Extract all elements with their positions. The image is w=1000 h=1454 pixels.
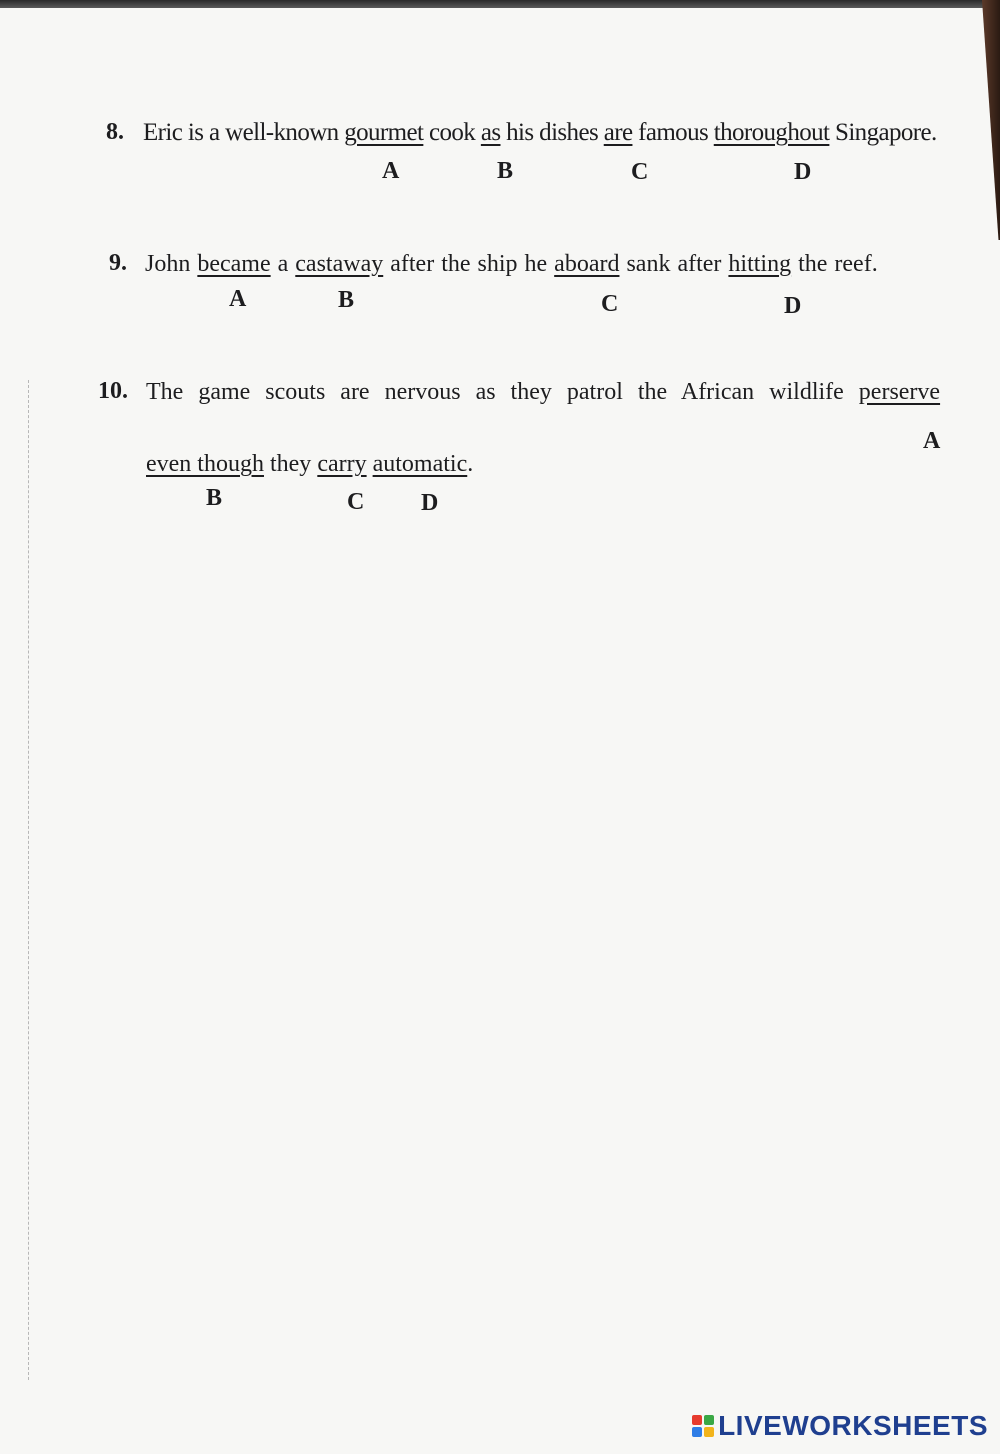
question-sentence-line-2: even though they carry automatic. [146,451,474,477]
liveworksheets-logo[interactable] [692,1410,988,1442]
option-label-a: A [382,158,400,184]
page-top-edge [0,0,1000,8]
underlined-option-b[interactable]: as [480,119,501,146]
underlined-option-b[interactable]: even though [146,451,264,477]
question-number: 10. [98,378,128,404]
underlined-option-a[interactable]: gourmet [344,119,424,146]
underlined-option-c[interactable]: aboard [554,251,620,277]
option-label-b: B [338,287,355,313]
underlined-option-c[interactable]: carry [317,451,367,477]
option-label-a: A [229,286,247,312]
logo-grid-icon [692,1415,714,1437]
question-number: 9. [109,250,127,276]
question-sentence-line-1: The game scouts are nervous as they patrol the African wildlife perserve [146,379,941,405]
option-label-b: B [497,158,514,184]
option-label-d: D [421,490,439,516]
question-number: 8. [106,119,124,145]
underlined-option-a[interactable]: perserve [858,379,941,405]
option-label-c: C [631,159,649,185]
margin-line [28,380,29,1380]
option-label-d: D [784,293,802,319]
logo-square-icon [692,1427,702,1437]
option-label-b: B [206,485,223,511]
option-label-a: A [923,428,941,454]
binder-edge [970,0,1000,240]
option-label-c: C [601,291,619,317]
option-label-d: D [794,159,812,185]
underlined-option-c[interactable]: are [603,119,633,146]
logo-square-icon [704,1427,714,1437]
underlined-option-d[interactable]: hitting [728,251,792,277]
logo-text: LIVEWORKSHEETS [718,1410,988,1441]
underlined-option-d[interactable]: automatic [372,451,468,477]
logo-square-icon [704,1415,714,1425]
question-sentence: John became a castaway after the ship he aboard sank after hitting the reef. [145,251,878,277]
option-label-c: C [347,489,365,515]
question-sentence: Eric is a well-known gourmet cook as his dishes are famous thoroughout Singapore. [143,119,937,146]
underlined-option-d[interactable]: thoroughout [713,119,830,146]
underlined-option-a[interactable]: became [197,251,271,277]
underlined-option-b[interactable]: castaway [295,251,384,277]
logo-square-icon [692,1415,702,1425]
